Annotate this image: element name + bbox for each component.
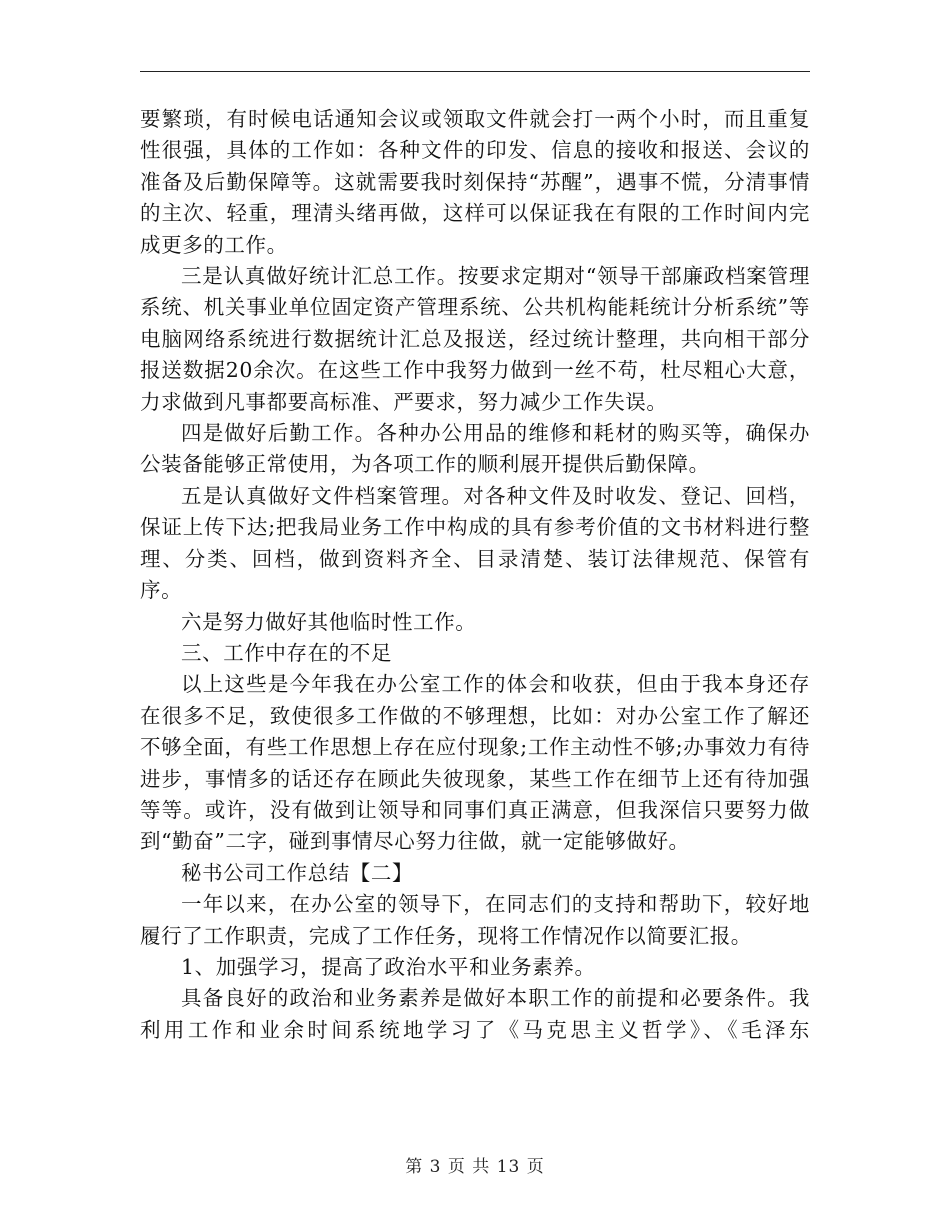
section-title: 秘书公司工作总结【二】 [181, 860, 414, 885]
paragraph: 四是做好后勤工作。各种办公用品的维修和耗材的购买等，确保办公装备能够正常使用，为各项工作的顺利展开提供后勤保障。 [140, 421, 810, 477]
paragraph: 具备良好的政治和业务素养是做好本职工作的前提和必要条件。我利用工作和业余时间系统地学习了《马克思主义哲学》、《毛泽东 [140, 986, 810, 1042]
paragraph: 一年以来，在办公室的领导下，在同志们的支持和帮助下，较好地履行了工作职责，完成了工作任务，现将工作情况作以简要汇报。 [140, 892, 810, 948]
paragraph: 六是努力做好其他临时性工作。 [181, 609, 477, 634]
paragraph: 五是认真做好文件档案管理。对各种文件及时收发、登记、回档，保证上传下达;把我局业务工作中构成的具有参考价值的文书材料进行整理、分类、回档，做到资料齐全、目录清楚、装订法律规范、保管有序。 [140, 483, 810, 603]
section-heading: 三、工作中存在的不足 [181, 640, 392, 665]
page-number-footer: 第 3 页 共 13 页 [405, 1157, 545, 1177]
header-rule [140, 71, 810, 72]
paragraph: 三是认真做好统计汇总工作。按要求定期对“领导干部廉政档案管理系统、机关事业单位固定资产管理系统、公共机构能耗统计分析系统”等电脑网络系统进行数据统计汇总及报送，经过统计整理，共向相干部分报送数据20余次。在这些工作中我努力做到一丝不苟，杜尽粗心大意，力求做到凡事都要高标准、严要求，努力减少工作失误。 [140, 264, 810, 414]
paragraph: 要繁琐，有时候电话通知会议或领取文件就会打一两个小时，而且重复性很强，具体的工作如：各种文件的印发、信息的接收和报送、会议的准备及后勤保障等。这就需要我时刻保持“苏醒”，遇事不慌，分清事情的主次、轻重，理清头绪再做，这样可以保证我在有限的工作时间内完成更多的工作。 [140, 107, 810, 257]
document-body [140, 104, 810, 1046]
subsection-heading: 1、加强学习，提高了政治水平和业务素养。 [181, 954, 596, 979]
paragraph: 以上这些是今年我在办公室工作的体会和收获，但由于我本身还存在很多不足，致使很多工作做的不够理想，比如：对办公室工作了解还不够全面，有些工作思想上存在应付现象;工作主动性不够;办事效力有待进步，事情多的话还存在顾此失彼现象，某些工作在细节上还有待加强等等。或许，没有做到让领导和同事们真正满意，但我深信只要努力做到“勤奋”二字，碰到事情尽心努力往做，就一定能够做好。 [140, 672, 810, 854]
